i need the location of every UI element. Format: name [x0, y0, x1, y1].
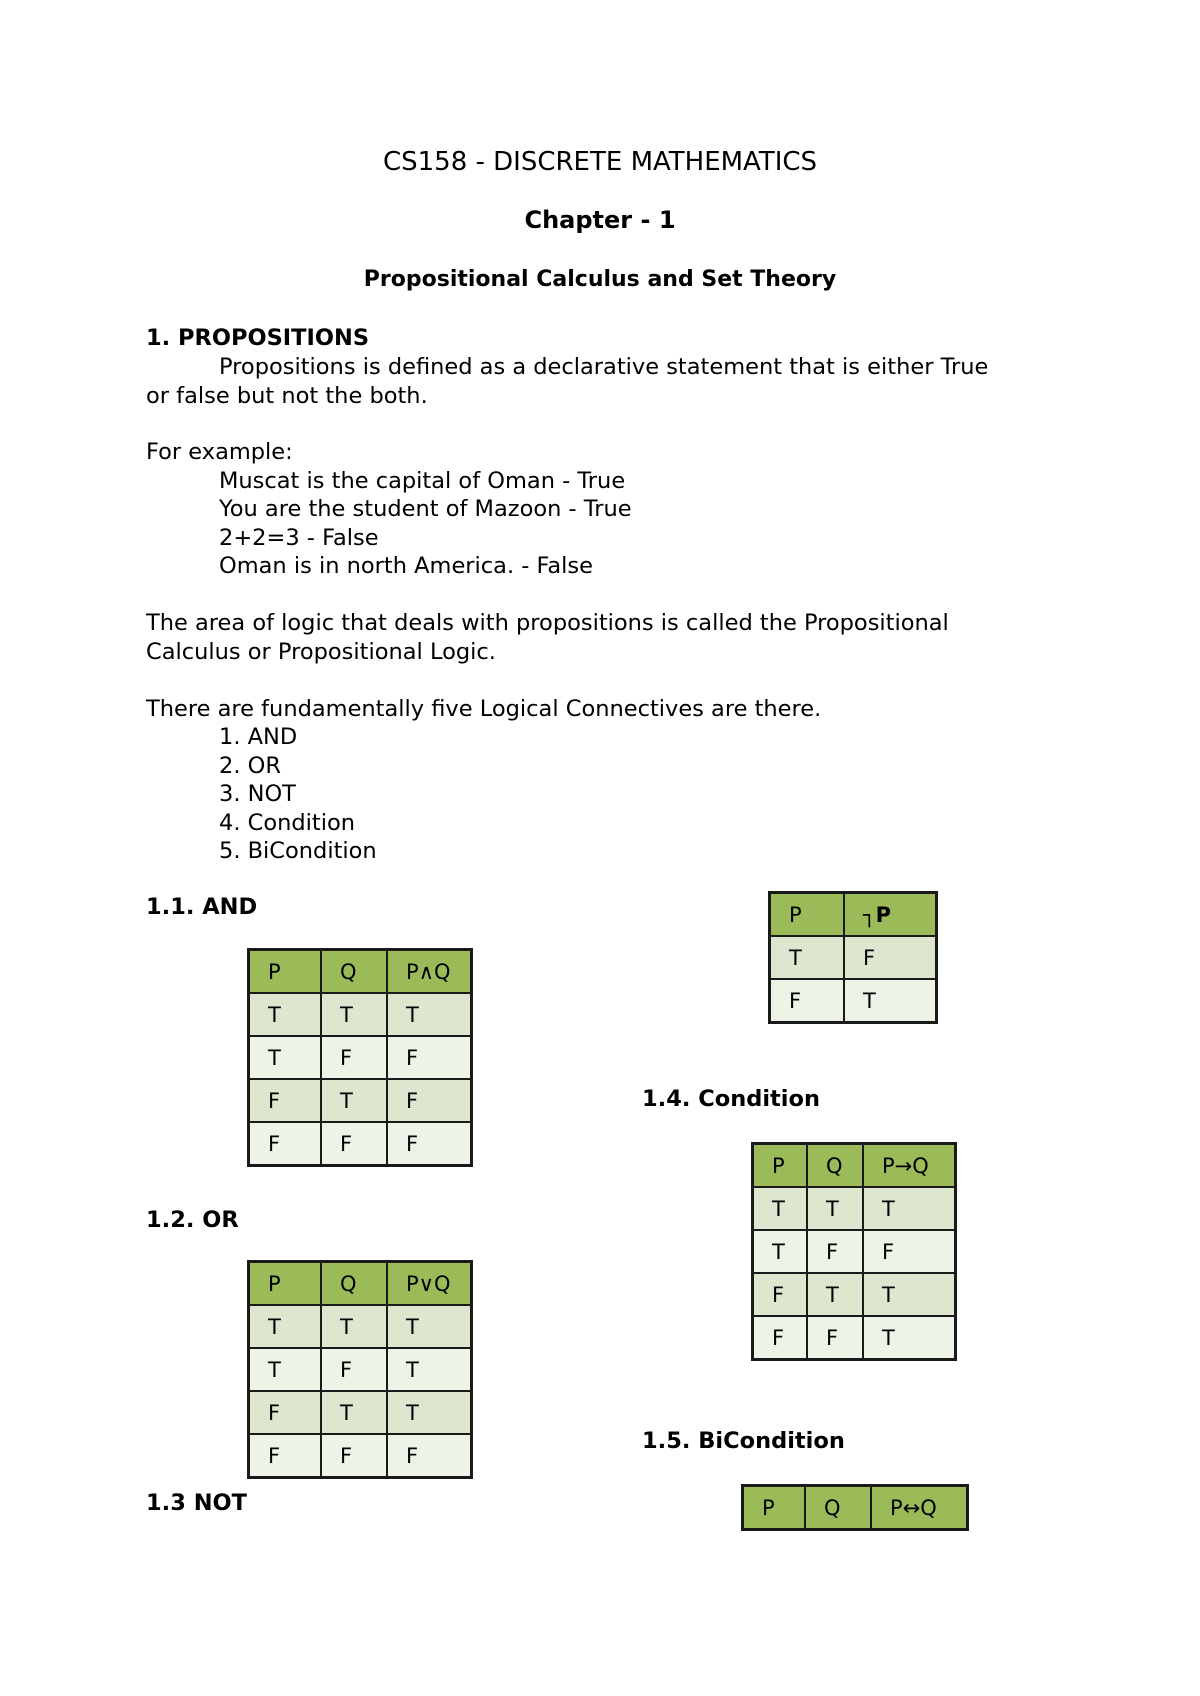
table-row	[249, 1305, 472, 1348]
table-row	[770, 936, 937, 979]
table-cell: T	[321, 1305, 387, 1348]
document-title: CS158 - DISCRETE MATHEMATICS	[382, 147, 818, 177]
chapter-subtitle: Propositional Calculus and Set Theory	[363, 267, 837, 292]
not-heading: 1.3 NOT	[146, 1490, 247, 1516]
definition-line-1: Propositions is defined as a declarative statement that is either True	[219, 354, 989, 380]
header-cell: P	[743, 1486, 806, 1530]
and-heading: 1.1. AND	[146, 894, 258, 920]
table-row	[249, 1122, 472, 1166]
table-cell: F	[770, 979, 845, 1023]
table-cell: F	[753, 1273, 808, 1316]
table-cell: T	[321, 1391, 387, 1434]
connectives-list	[219, 723, 377, 866]
table-cell: F	[387, 1434, 472, 1478]
or-truth-table	[247, 1260, 473, 1479]
table-cell: T	[249, 1036, 322, 1079]
table-cell: F	[753, 1316, 808, 1360]
header-cell: Q	[805, 1486, 871, 1530]
header-cell: P	[753, 1144, 808, 1188]
condition-heading: 1.4. Condition	[642, 1086, 820, 1112]
logic-line-2: Calculus or Propositional Logic.	[146, 639, 496, 665]
table-cell: F	[249, 1391, 322, 1434]
table-header-row	[753, 1144, 956, 1188]
table-cell: T	[249, 993, 322, 1036]
not-truth-table	[768, 891, 938, 1024]
table-cell: F	[321, 1434, 387, 1478]
table-cell: T	[863, 1273, 956, 1316]
connectives-intro: There are fundamentally five Logical Connectives are there.	[146, 696, 822, 722]
header-cell: ┐P	[844, 893, 937, 937]
table-row	[249, 1079, 472, 1122]
table-header-row	[770, 893, 937, 937]
table-cell: T	[249, 1305, 322, 1348]
connective-item: 1. AND	[219, 724, 298, 750]
table-cell: T	[807, 1187, 863, 1230]
table-header-row	[743, 1486, 968, 1530]
table-row	[753, 1230, 956, 1273]
header-cell: P	[249, 950, 322, 994]
table-cell: T	[753, 1230, 808, 1273]
header-cell: P	[770, 893, 845, 937]
table-cell: F	[321, 1122, 387, 1166]
table-cell: T	[863, 1316, 956, 1360]
table-cell: T	[770, 936, 845, 979]
table-row	[770, 979, 937, 1023]
header-cell: Q	[321, 950, 387, 994]
connective-item: 4. Condition	[219, 809, 355, 836]
table-cell: F	[807, 1230, 863, 1273]
table-cell: T	[807, 1273, 863, 1316]
bicondition-truth-table	[741, 1484, 969, 1531]
table-cell: T	[249, 1348, 322, 1391]
example-item: Muscat is the capital of Oman - True	[219, 468, 626, 494]
and-truth-table	[247, 948, 473, 1167]
connective-item: 3. NOT	[219, 781, 296, 807]
table-cell: F	[249, 1434, 322, 1478]
table-row	[249, 1036, 472, 1079]
example-label: For example:	[146, 439, 293, 465]
bicondition-heading: 1.5. BiCondition	[642, 1428, 845, 1454]
connective-item: 2. OR	[219, 752, 281, 779]
table-cell: F	[249, 1122, 322, 1166]
example-item: 2+2=3 - False	[219, 525, 379, 551]
table-row	[753, 1187, 956, 1230]
table-cell: F	[844, 936, 937, 979]
table-row	[249, 1434, 472, 1478]
table-cell: T	[387, 1391, 472, 1434]
table-cell: F	[387, 1079, 472, 1122]
table-cell: F	[863, 1230, 956, 1273]
header-cell: Q	[807, 1144, 863, 1188]
header-cell: P∧Q	[387, 950, 472, 994]
table-row	[249, 1391, 472, 1434]
table-row	[249, 1348, 472, 1391]
table-cell: F	[321, 1036, 387, 1079]
table-cell: F	[321, 1348, 387, 1391]
table-row	[249, 993, 472, 1036]
table-cell: T	[387, 1348, 472, 1391]
condition-truth-table	[751, 1142, 957, 1361]
table-cell: T	[387, 993, 472, 1036]
header-cell: P→Q	[863, 1144, 956, 1188]
or-heading: 1.2. OR	[146, 1207, 239, 1233]
table-cell: T	[321, 1079, 387, 1122]
table-header-row	[249, 1262, 472, 1306]
propositions-heading: 1. PROPOSITIONS	[146, 325, 370, 351]
table-cell: F	[807, 1316, 863, 1360]
table-row	[753, 1316, 956, 1360]
header-cell: P∨Q	[387, 1262, 472, 1306]
table-cell: F	[387, 1036, 472, 1079]
logic-line-1: The area of logic that deals with propositions is called the Propositional	[146, 610, 949, 636]
table-cell: F	[387, 1122, 472, 1166]
header-cell: P	[249, 1262, 322, 1306]
table-cell: T	[387, 1305, 472, 1348]
table-row	[753, 1273, 956, 1316]
definition-line-2: or false but not the both.	[146, 383, 428, 409]
table-cell: T	[321, 993, 387, 1036]
example-item: Oman is in north America. - False	[219, 553, 593, 579]
chapter-heading: Chapter - 1	[524, 206, 676, 234]
connective-item: 5. BiCondition	[219, 838, 377, 864]
table-header-row	[249, 950, 472, 994]
table-cell: T	[753, 1187, 808, 1230]
table-cell: F	[249, 1079, 322, 1122]
table-cell: T	[863, 1187, 956, 1230]
header-cell: P↔Q	[871, 1486, 968, 1530]
table-cell: T	[844, 979, 937, 1023]
header-cell: Q	[321, 1262, 387, 1306]
example-item: You are the student of Mazoon - True	[219, 496, 632, 522]
